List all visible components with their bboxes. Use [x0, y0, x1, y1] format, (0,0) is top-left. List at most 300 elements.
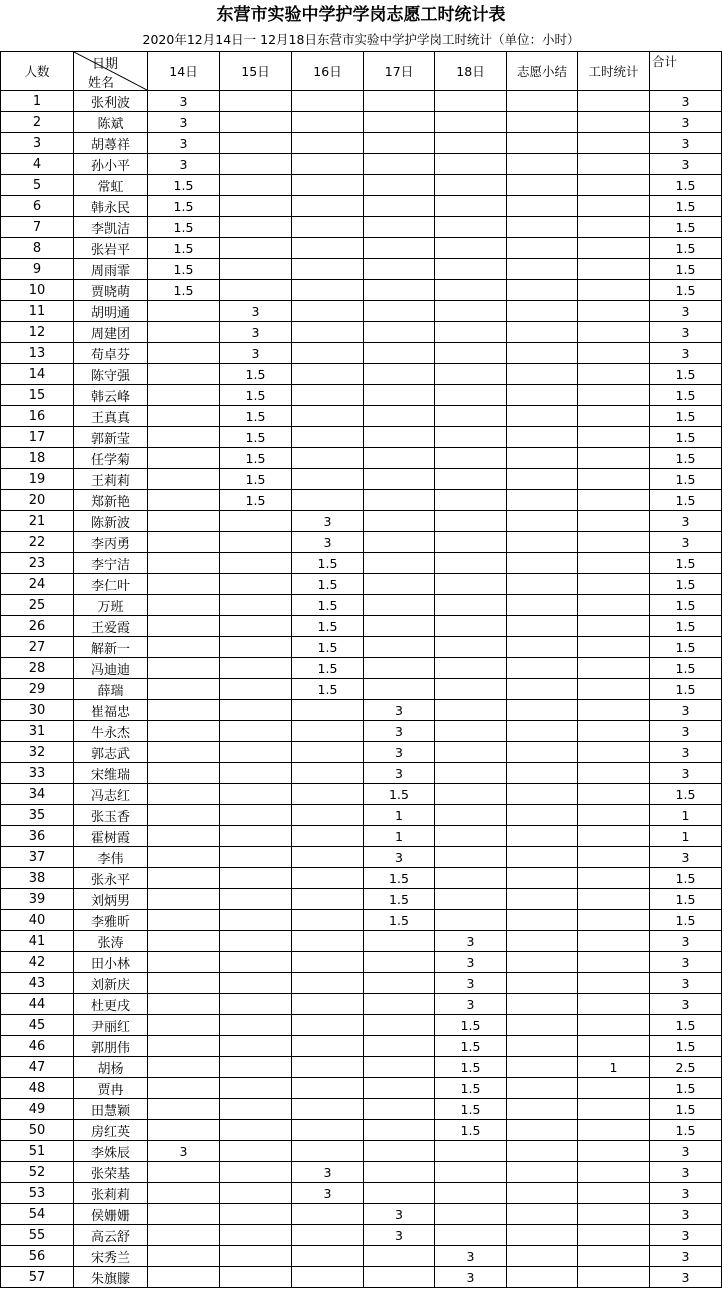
d17-cell[interactable] [364, 553, 435, 574]
d18-cell[interactable] [435, 595, 507, 616]
d18-cell[interactable] [435, 1162, 507, 1183]
stats-cell[interactable] [578, 1162, 650, 1183]
summary-cell[interactable] [507, 1162, 578, 1183]
d18-cell[interactable] [435, 364, 507, 385]
d14-cell[interactable] [148, 973, 220, 994]
stats-cell[interactable] [578, 175, 650, 196]
d14-cell[interactable] [148, 931, 220, 952]
d14-cell[interactable] [148, 910, 220, 931]
d14-cell[interactable]: 1.5 [148, 238, 220, 259]
row-number-cell[interactable]: 39 [1, 889, 74, 910]
d17-cell[interactable] [364, 595, 435, 616]
summary-cell[interactable] [507, 700, 578, 721]
header-total[interactable]: 合计 [650, 52, 722, 91]
d15-cell[interactable] [220, 868, 292, 889]
d16-cell[interactable] [292, 259, 364, 280]
d17-cell[interactable] [364, 133, 435, 154]
d18-cell[interactable] [435, 280, 507, 301]
d16-cell[interactable]: 1.5 [292, 553, 364, 574]
stats-cell[interactable] [578, 1204, 650, 1225]
d14-cell[interactable] [148, 1183, 220, 1204]
d18-cell[interactable] [435, 868, 507, 889]
d18-cell[interactable] [435, 133, 507, 154]
total-cell[interactable]: 1 [650, 826, 722, 847]
name-cell[interactable]: 房红英 [74, 1120, 148, 1141]
d18-cell[interactable]: 1.5 [435, 1015, 507, 1036]
d16-cell[interactable] [292, 301, 364, 322]
d15-cell[interactable] [220, 1204, 292, 1225]
d18-cell[interactable] [435, 1183, 507, 1204]
name-cell[interactable]: 郭志武 [74, 742, 148, 763]
d18-cell[interactable] [435, 742, 507, 763]
d14-cell[interactable] [148, 952, 220, 973]
total-cell[interactable]: 1.5 [650, 868, 722, 889]
stats-cell[interactable] [578, 406, 650, 427]
name-cell[interactable]: 解新一 [74, 637, 148, 658]
d17-cell[interactable] [364, 931, 435, 952]
stats-cell[interactable] [578, 658, 650, 679]
d15-cell[interactable] [220, 1078, 292, 1099]
total-cell[interactable]: 1.5 [650, 637, 722, 658]
d14-cell[interactable]: 1.5 [148, 280, 220, 301]
d14-cell[interactable]: 1.5 [148, 217, 220, 238]
summary-cell[interactable] [507, 280, 578, 301]
row-number-cell[interactable]: 52 [1, 1162, 74, 1183]
d17-cell[interactable] [364, 1078, 435, 1099]
d15-cell[interactable]: 1.5 [220, 448, 292, 469]
name-cell[interactable]: 田慧颖 [74, 1099, 148, 1120]
d17-cell[interactable] [364, 448, 435, 469]
d15-cell[interactable] [220, 784, 292, 805]
summary-cell[interactable] [507, 133, 578, 154]
stats-cell[interactable] [578, 217, 650, 238]
name-cell[interactable]: 陈守强 [74, 364, 148, 385]
summary-cell[interactable] [507, 1099, 578, 1120]
row-number-cell[interactable]: 5 [1, 175, 74, 196]
header-stats[interactable]: 工时统计 [578, 52, 650, 91]
d15-cell[interactable] [220, 910, 292, 931]
d17-cell[interactable] [364, 217, 435, 238]
summary-cell[interactable] [507, 1204, 578, 1225]
d15-cell[interactable] [220, 259, 292, 280]
d18-cell[interactable] [435, 805, 507, 826]
d15-cell[interactable] [220, 1120, 292, 1141]
summary-cell[interactable] [507, 721, 578, 742]
d14-cell[interactable] [148, 658, 220, 679]
name-cell[interactable]: 韩永民 [74, 196, 148, 217]
d14-cell[interactable] [148, 595, 220, 616]
d18-cell[interactable]: 3 [435, 1246, 507, 1267]
d18-cell[interactable] [435, 847, 507, 868]
d17-cell[interactable]: 3 [364, 721, 435, 742]
d16-cell[interactable] [292, 1246, 364, 1267]
row-number-cell[interactable]: 21 [1, 511, 74, 532]
d18-cell[interactable] [435, 196, 507, 217]
total-cell[interactable]: 1.5 [650, 259, 722, 280]
row-number-cell[interactable]: 37 [1, 847, 74, 868]
stats-cell[interactable] [578, 1246, 650, 1267]
total-cell[interactable]: 3 [650, 700, 722, 721]
d14-cell[interactable] [148, 889, 220, 910]
name-cell[interactable]: 王真真 [74, 406, 148, 427]
d16-cell[interactable] [292, 322, 364, 343]
stats-cell[interactable] [578, 637, 650, 658]
d18-cell[interactable]: 1.5 [435, 1057, 507, 1078]
d16-cell[interactable]: 1.5 [292, 679, 364, 700]
row-number-cell[interactable]: 53 [1, 1183, 74, 1204]
d14-cell[interactable] [148, 994, 220, 1015]
d17-cell[interactable] [364, 112, 435, 133]
name-cell[interactable]: 任学菊 [74, 448, 148, 469]
d18-cell[interactable]: 3 [435, 931, 507, 952]
stats-cell[interactable] [578, 826, 650, 847]
row-number-cell[interactable]: 26 [1, 616, 74, 637]
stats-cell[interactable] [578, 1267, 650, 1288]
d18-cell[interactable] [435, 406, 507, 427]
summary-cell[interactable] [507, 91, 578, 112]
total-cell[interactable]: 1.5 [650, 196, 722, 217]
name-cell[interactable]: 田小林 [74, 952, 148, 973]
stats-cell[interactable] [578, 595, 650, 616]
summary-cell[interactable] [507, 238, 578, 259]
summary-cell[interactable] [507, 1120, 578, 1141]
d17-cell[interactable]: 1 [364, 805, 435, 826]
d14-cell[interactable] [148, 1246, 220, 1267]
d18-cell[interactable] [435, 763, 507, 784]
row-number-cell[interactable]: 51 [1, 1141, 74, 1162]
d17-cell[interactable]: 3 [364, 763, 435, 784]
d17-cell[interactable]: 1.5 [364, 910, 435, 931]
stats-cell[interactable] [578, 133, 650, 154]
d16-cell[interactable] [292, 931, 364, 952]
d15-cell[interactable] [220, 1141, 292, 1162]
summary-cell[interactable] [507, 196, 578, 217]
header-d14[interactable]: 14日 [148, 52, 220, 91]
name-cell[interactable]: 万班 [74, 595, 148, 616]
d16-cell[interactable] [292, 343, 364, 364]
d18-cell[interactable]: 1.5 [435, 1078, 507, 1099]
stats-cell[interactable] [578, 889, 650, 910]
d15-cell[interactable] [220, 175, 292, 196]
d16-cell[interactable] [292, 154, 364, 175]
d16-cell[interactable]: 3 [292, 1162, 364, 1183]
summary-cell[interactable] [507, 973, 578, 994]
d14-cell[interactable] [148, 868, 220, 889]
summary-cell[interactable] [507, 616, 578, 637]
name-cell[interactable]: 张永平 [74, 868, 148, 889]
summary-cell[interactable] [507, 112, 578, 133]
d15-cell[interactable] [220, 1099, 292, 1120]
stats-cell[interactable] [578, 280, 650, 301]
d16-cell[interactable] [292, 910, 364, 931]
d18-cell[interactable] [435, 1141, 507, 1162]
summary-cell[interactable] [507, 595, 578, 616]
d18-cell[interactable] [435, 574, 507, 595]
name-cell[interactable]: 韩云峰 [74, 385, 148, 406]
d16-cell[interactable] [292, 427, 364, 448]
d18-cell[interactable]: 3 [435, 994, 507, 1015]
row-number-cell[interactable]: 55 [1, 1225, 74, 1246]
d15-cell[interactable] [220, 658, 292, 679]
row-number-cell[interactable]: 23 [1, 553, 74, 574]
total-cell[interactable]: 3 [650, 1267, 722, 1288]
total-cell[interactable]: 3 [650, 301, 722, 322]
row-number-cell[interactable]: 9 [1, 259, 74, 280]
total-cell[interactable]: 1 [650, 805, 722, 826]
d16-cell[interactable]: 1.5 [292, 595, 364, 616]
total-cell[interactable]: 3 [650, 1162, 722, 1183]
d18-cell[interactable] [435, 1204, 507, 1225]
name-cell[interactable]: 胡杨 [74, 1057, 148, 1078]
stats-cell[interactable] [578, 553, 650, 574]
name-cell[interactable]: 张荣基 [74, 1162, 148, 1183]
d17-cell[interactable]: 3 [364, 700, 435, 721]
summary-cell[interactable] [507, 1141, 578, 1162]
summary-cell[interactable] [507, 343, 578, 364]
d16-cell[interactable] [292, 784, 364, 805]
total-cell[interactable]: 1.5 [650, 175, 722, 196]
d15-cell[interactable] [220, 217, 292, 238]
d17-cell[interactable] [364, 1036, 435, 1057]
d16-cell[interactable] [292, 847, 364, 868]
d16-cell[interactable] [292, 196, 364, 217]
stats-cell[interactable] [578, 805, 650, 826]
row-number-cell[interactable]: 13 [1, 343, 74, 364]
stats-cell[interactable] [578, 1141, 650, 1162]
d16-cell[interactable] [292, 742, 364, 763]
stats-cell[interactable] [578, 301, 650, 322]
d15-cell[interactable] [220, 889, 292, 910]
name-cell[interactable]: 周雨霏 [74, 259, 148, 280]
d18-cell[interactable] [435, 616, 507, 637]
row-number-cell[interactable]: 27 [1, 637, 74, 658]
name-cell[interactable]: 李丙勇 [74, 532, 148, 553]
d17-cell[interactable]: 3 [364, 847, 435, 868]
d16-cell[interactable] [292, 1015, 364, 1036]
d16-cell[interactable] [292, 175, 364, 196]
row-number-cell[interactable]: 32 [1, 742, 74, 763]
total-cell[interactable]: 3 [650, 1225, 722, 1246]
d14-cell[interactable] [148, 448, 220, 469]
d16-cell[interactable] [292, 1267, 364, 1288]
d15-cell[interactable] [220, 952, 292, 973]
d17-cell[interactable] [364, 1015, 435, 1036]
name-cell[interactable]: 侯姗姗 [74, 1204, 148, 1225]
d18-cell[interactable] [435, 469, 507, 490]
summary-cell[interactable] [507, 1078, 578, 1099]
row-number-cell[interactable]: 20 [1, 490, 74, 511]
total-cell[interactable]: 1.5 [650, 784, 722, 805]
summary-cell[interactable] [507, 406, 578, 427]
row-number-cell[interactable]: 34 [1, 784, 74, 805]
summary-cell[interactable] [507, 448, 578, 469]
total-cell[interactable]: 1.5 [650, 490, 722, 511]
header-d17[interactable]: 17日 [364, 52, 435, 91]
name-cell[interactable]: 李雅昕 [74, 910, 148, 931]
name-cell[interactable]: 高云舒 [74, 1225, 148, 1246]
summary-cell[interactable] [507, 1057, 578, 1078]
d18-cell[interactable]: 1.5 [435, 1036, 507, 1057]
stats-cell[interactable] [578, 700, 650, 721]
summary-cell[interactable] [507, 805, 578, 826]
d14-cell[interactable]: 3 [148, 112, 220, 133]
summary-cell[interactable] [507, 1225, 578, 1246]
stats-cell[interactable]: 1 [578, 1057, 650, 1078]
d17-cell[interactable] [364, 280, 435, 301]
d18-cell[interactable] [435, 301, 507, 322]
row-number-cell[interactable]: 40 [1, 910, 74, 931]
d14-cell[interactable] [148, 364, 220, 385]
d16-cell[interactable] [292, 973, 364, 994]
d16-cell[interactable] [292, 364, 364, 385]
total-cell[interactable]: 3 [650, 931, 722, 952]
d14-cell[interactable]: 1.5 [148, 196, 220, 217]
summary-cell[interactable] [507, 259, 578, 280]
header-d16[interactable]: 16日 [292, 52, 364, 91]
total-cell[interactable]: 3 [650, 1204, 722, 1225]
d15-cell[interactable]: 1.5 [220, 490, 292, 511]
row-number-cell[interactable]: 19 [1, 469, 74, 490]
header-count[interactable]: 人数 [1, 52, 74, 91]
name-cell[interactable]: 李凯洁 [74, 217, 148, 238]
d17-cell[interactable]: 1.5 [364, 889, 435, 910]
stats-cell[interactable] [578, 721, 650, 742]
row-number-cell[interactable]: 29 [1, 679, 74, 700]
d16-cell[interactable]: 1.5 [292, 574, 364, 595]
stats-cell[interactable] [578, 910, 650, 931]
name-cell[interactable]: 李宁洁 [74, 553, 148, 574]
stats-cell[interactable] [578, 1036, 650, 1057]
stats-cell[interactable] [578, 238, 650, 259]
d18-cell[interactable] [435, 826, 507, 847]
name-cell[interactable]: 郭朋伟 [74, 1036, 148, 1057]
d18-cell[interactable] [435, 532, 507, 553]
d14-cell[interactable]: 3 [148, 91, 220, 112]
d17-cell[interactable] [364, 175, 435, 196]
d14-cell[interactable] [148, 532, 220, 553]
d17-cell[interactable] [364, 973, 435, 994]
stats-cell[interactable] [578, 868, 650, 889]
d14-cell[interactable]: 3 [148, 1141, 220, 1162]
stats-cell[interactable] [578, 616, 650, 637]
name-cell[interactable]: 崔福忠 [74, 700, 148, 721]
row-number-cell[interactable]: 38 [1, 868, 74, 889]
d16-cell[interactable] [292, 1141, 364, 1162]
name-cell[interactable]: 宋维瑞 [74, 763, 148, 784]
d14-cell[interactable] [148, 511, 220, 532]
row-number-cell[interactable]: 49 [1, 1099, 74, 1120]
d17-cell[interactable]: 3 [364, 1204, 435, 1225]
d17-cell[interactable] [364, 427, 435, 448]
stats-cell[interactable] [578, 1015, 650, 1036]
row-number-cell[interactable]: 17 [1, 427, 74, 448]
stats-cell[interactable] [578, 973, 650, 994]
total-cell[interactable]: 1.5 [650, 889, 722, 910]
d18-cell[interactable] [435, 217, 507, 238]
d14-cell[interactable] [148, 1057, 220, 1078]
d17-cell[interactable] [364, 1162, 435, 1183]
d17-cell[interactable] [364, 1057, 435, 1078]
name-cell[interactable]: 郭新莹 [74, 427, 148, 448]
d15-cell[interactable]: 1.5 [220, 427, 292, 448]
total-cell[interactable]: 1.5 [650, 1120, 722, 1141]
d16-cell[interactable] [292, 1120, 364, 1141]
total-cell[interactable]: 3 [650, 1183, 722, 1204]
d16-cell[interactable]: 3 [292, 1183, 364, 1204]
summary-cell[interactable] [507, 427, 578, 448]
name-cell[interactable]: 王爱霞 [74, 616, 148, 637]
total-cell[interactable]: 1.5 [650, 385, 722, 406]
d16-cell[interactable] [292, 448, 364, 469]
d17-cell[interactable]: 3 [364, 1225, 435, 1246]
d15-cell[interactable] [220, 805, 292, 826]
d14-cell[interactable] [148, 616, 220, 637]
total-cell[interactable]: 3 [650, 721, 722, 742]
row-number-cell[interactable]: 33 [1, 763, 74, 784]
d14-cell[interactable] [148, 1267, 220, 1288]
d14-cell[interactable] [148, 1204, 220, 1225]
total-cell[interactable]: 1.5 [650, 406, 722, 427]
total-cell[interactable]: 1.5 [650, 1015, 722, 1036]
d14-cell[interactable] [148, 679, 220, 700]
row-number-cell[interactable]: 56 [1, 1246, 74, 1267]
d14-cell[interactable] [148, 826, 220, 847]
d18-cell[interactable]: 3 [435, 952, 507, 973]
total-cell[interactable]: 3 [650, 154, 722, 175]
d18-cell[interactable]: 3 [435, 1267, 507, 1288]
d16-cell[interactable] [292, 406, 364, 427]
name-cell[interactable]: 贾冉 [74, 1078, 148, 1099]
d17-cell[interactable] [364, 616, 435, 637]
d18-cell[interactable] [435, 658, 507, 679]
d15-cell[interactable] [220, 574, 292, 595]
d15-cell[interactable]: 1.5 [220, 406, 292, 427]
stats-cell[interactable] [578, 427, 650, 448]
stats-cell[interactable] [578, 763, 650, 784]
d17-cell[interactable] [364, 1099, 435, 1120]
d15-cell[interactable]: 3 [220, 301, 292, 322]
d17-cell[interactable] [364, 574, 435, 595]
summary-cell[interactable] [507, 994, 578, 1015]
summary-cell[interactable] [507, 154, 578, 175]
name-cell[interactable]: 张岩平 [74, 238, 148, 259]
d18-cell[interactable] [435, 511, 507, 532]
row-number-cell[interactable]: 6 [1, 196, 74, 217]
d16-cell[interactable] [292, 112, 364, 133]
d15-cell[interactable] [220, 133, 292, 154]
name-cell[interactable]: 霍树霞 [74, 826, 148, 847]
d15-cell[interactable] [220, 1225, 292, 1246]
name-cell[interactable]: 贾晓萌 [74, 280, 148, 301]
name-cell[interactable]: 朱旗朦 [74, 1267, 148, 1288]
summary-cell[interactable] [507, 658, 578, 679]
name-cell[interactable]: 薛瑞 [74, 679, 148, 700]
d18-cell[interactable] [435, 490, 507, 511]
row-number-cell[interactable]: 45 [1, 1015, 74, 1036]
d17-cell[interactable] [364, 994, 435, 1015]
d17-cell[interactable]: 1.5 [364, 868, 435, 889]
d16-cell[interactable] [292, 952, 364, 973]
d18-cell[interactable] [435, 637, 507, 658]
d17-cell[interactable] [364, 952, 435, 973]
stats-cell[interactable] [578, 1183, 650, 1204]
d17-cell[interactable] [364, 532, 435, 553]
stats-cell[interactable] [578, 1225, 650, 1246]
d17-cell[interactable] [364, 406, 435, 427]
name-cell[interactable]: 李仁叶 [74, 574, 148, 595]
d16-cell[interactable] [292, 91, 364, 112]
total-cell[interactable]: 2.5 [650, 1057, 722, 1078]
